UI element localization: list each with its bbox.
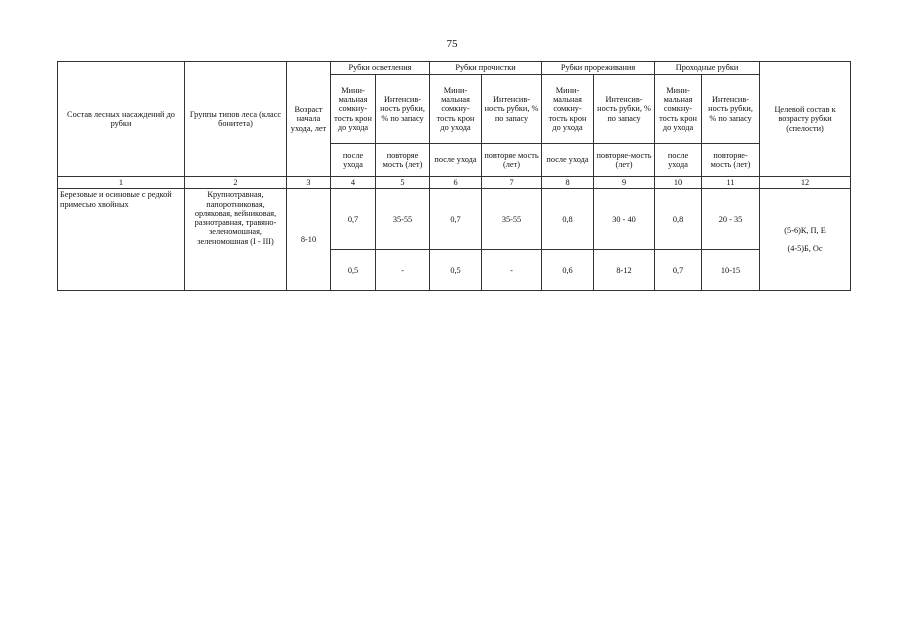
header-group-lightening: Рубки осветления: [331, 62, 430, 75]
header-intensity: Интенсив-ность рубки, % по запасу: [482, 75, 542, 144]
cell-value: 35-55: [376, 189, 430, 250]
cell-value: 30 - 40: [594, 189, 655, 250]
cell-value: -: [376, 250, 430, 291]
header-repeat: повторяе-мость (лет): [702, 144, 760, 177]
cell-value: 20 - 35: [702, 189, 760, 250]
cell-value: 0,7: [655, 250, 702, 291]
column-number: 10: [655, 177, 702, 189]
header-group-cleaning: Рубки прочистки: [430, 62, 542, 75]
header-composition: Состав лесных насаждений до рубки: [58, 62, 185, 177]
header-target: Целевой состав к возрасту рубки (спелости): [760, 62, 851, 177]
column-number: 6: [430, 177, 482, 189]
header-intensity: Интенсив-ность рубки, % по запасу: [594, 75, 655, 144]
header-density: Мини-мальная сомкну-тость крон до ухода: [655, 75, 702, 144]
header-intensity: Интенсив-ность рубки, % по запасу: [376, 75, 430, 144]
column-number: 5: [376, 177, 430, 189]
header-after: после ухода: [430, 144, 482, 177]
cell-value: 8-12: [594, 250, 655, 291]
header-density: Мини-мальная сомкну-тость крон до ухода: [331, 75, 376, 144]
column-number: 9: [594, 177, 655, 189]
cell-value: 0,8: [542, 189, 594, 250]
cell-value: 0,7: [430, 189, 482, 250]
column-number: 12: [760, 177, 851, 189]
forest-care-table: [57, 61, 851, 291]
header-age-start: Возраст начала ухода, лет: [287, 62, 331, 177]
header-group-passing: Проходные рубки: [655, 62, 760, 75]
cell-value: 0,8: [655, 189, 702, 250]
cell-value: 35-55: [482, 189, 542, 250]
cell-value: 10-15: [702, 250, 760, 291]
page-number: 75: [446, 38, 458, 50]
header-group-thinning: Рубки прореживания: [542, 62, 655, 75]
header-repeat: повторяе мость (лет): [482, 144, 542, 177]
header-density: Мини-мальная сомкну-тость крон до ухода: [542, 75, 594, 144]
column-number: 7: [482, 177, 542, 189]
cell-age: 8-10: [287, 189, 331, 291]
column-number: 11: [702, 177, 760, 189]
column-number: 3: [287, 177, 331, 189]
column-number: 2: [185, 177, 287, 189]
cell-value: -: [482, 250, 542, 291]
header-intensity: Интенсив-ность рубки, % по запасу: [702, 75, 760, 144]
cell-composition: Березовые и осиновые с редкой примесью хвойных: [58, 189, 185, 291]
cell-value: 0,7: [331, 189, 376, 250]
header-repeat: повторяе-мость (лет): [594, 144, 655, 177]
column-number-row: [58, 177, 851, 189]
cell-value: 0,5: [430, 250, 482, 291]
header-after: после ухода: [542, 144, 594, 177]
cell-forest-groups: Крупнотравная, папоротниковая, орляковая, вейниковая, разнотравная, травяно-зеленомошная, зеленомошная (I - III): [185, 189, 287, 291]
column-number: 1: [58, 177, 185, 189]
cell-value: 0,6: [542, 250, 594, 291]
target-line-1: (5-6)К, П, Е: [784, 226, 826, 235]
header-repeat: повторяе мость (лет): [376, 144, 430, 177]
table-row: [58, 189, 851, 250]
column-number: 8: [542, 177, 594, 189]
header-after: после ухода: [655, 144, 702, 177]
header-density: Мини-мальная сомкну-тость крон до ухода: [430, 75, 482, 144]
header-forest-groups: Группы типов леса (класс бонитета): [185, 62, 287, 177]
cell-value: 0,5: [331, 250, 376, 291]
cell-target: [760, 189, 851, 291]
header-after: после ухода: [331, 144, 376, 177]
column-number: 4: [331, 177, 376, 189]
target-line-2: (4-5)Б, Ос: [787, 244, 823, 254]
